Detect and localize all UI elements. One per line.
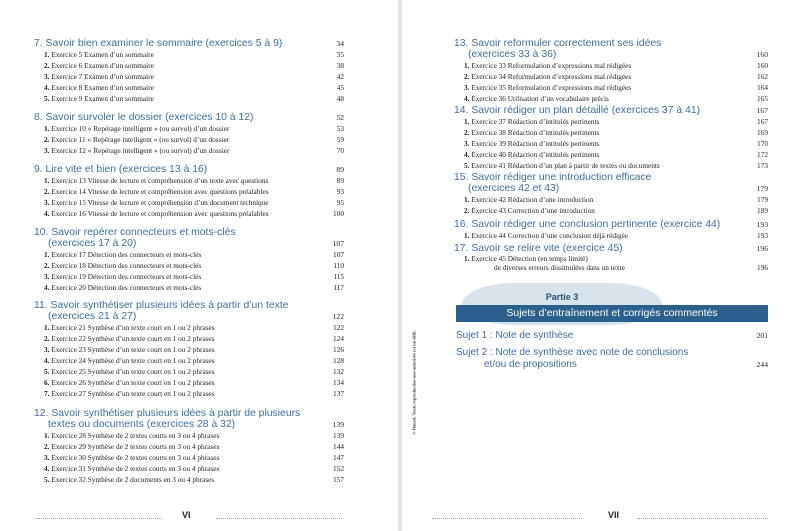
entry-page-number: 139 [333,431,344,441]
section-heading[interactable]: 7. Savoir bien examiner le sommaire (exercices 5 à 9) 34 [34,38,344,49]
section-page-number: 160 [756,50,768,60]
section-heading[interactable]: 14. Savoir rédiger un plan détaillé (exercices 37 à 41) 167 [454,105,768,116]
toc-entry[interactable]: 3. Exercice 19 Détection des connecteurs et mots-clés 115 [44,272,344,282]
footer-rule [36,518,162,520]
toc-section-8 [34,112,344,156]
entry-page-number: 170 [757,139,768,149]
entry-page-number: 110 [333,261,344,271]
toc-entry[interactable]: 5. Exercice 25 Synthèse d’un texte court en 1 ou 2 phrases 132 [44,367,344,377]
toc-section-15 [454,172,768,216]
entry-page-number: 164 [757,83,768,93]
toc-section-10 [34,227,344,293]
toc-entry[interactable]: 3. Exercice 35 Reformulation d’expressions mal rédigées 164 [464,83,768,93]
entry-page-number: 201 [756,331,768,340]
toc-entry[interactable]: 1. Exercice 33 Reformulation d’expressions mal rédigées 160 [464,61,768,71]
section-page-number: 89 [336,165,344,174]
toc-entry[interactable]: 1. Exercice 44 Correction d’une conclusion déjà rédigée 193 [464,231,768,241]
section-page-number: 107 [332,239,344,249]
entry-page-number: 162 [757,72,768,82]
section-page-number: 122 [332,312,344,322]
toc-entry[interactable]: 5. Exercice 9 Examen d’un sommaire 48 [44,94,344,104]
entry-page-number: 132 [333,367,344,377]
entry-page-number: 244 [756,359,768,369]
section-heading[interactable]: 16. Savoir rédiger une conclusion pertinente (exercice 44) 193 [454,219,768,230]
entry-page-number: 70 [336,146,344,156]
toc-section-7 [34,38,344,104]
section-page-number: 52 [336,113,344,122]
page-folio: VI [182,510,191,520]
toc-entry[interactable]: 3. Exercice 12 « Repérage intelligent » (ou survol) d’un dossier 70 [44,146,344,156]
entry-page-number: 38 [336,61,344,71]
toc-entry[interactable]: 1. Exercice 5 Examen d’un sommaire 35 [44,50,344,60]
entry-page-number: 134 [333,378,344,388]
toc-sujet-1[interactable]: Sujet 1 : Note de synthèse 201 [456,330,768,341]
section-heading[interactable]: 15. Savoir rédiger une introduction efficace (exercices 42 et 43) 179 [454,172,768,195]
toc-entry[interactable]: 2. Exercice 43 Correction d’une introduction 189 [464,206,768,216]
section-page-number: 179 [756,184,768,194]
toc-section-12 [34,408,344,485]
entry-page-number: 144 [333,442,344,452]
toc-entry[interactable]: 3. Exercice 15 Vitesse de lecture et compréhension d’un document technique 95 [44,198,344,208]
toc-entry[interactable]: 4. Exercice 24 Synthèse d’un texte court en 1 ou 2 phrases 128 [44,356,344,366]
toc-entry[interactable]: 1. Exercice 45 Détection (en temps limité) de diverses erreurs dissimulées dans un texte 196 [464,254,768,273]
toc-entry[interactable]: 4. Exercice 20 Détection des connecteurs et mots-clés 117 [44,283,344,293]
entry-page-number: 152 [333,464,344,474]
entry-page-number: 45 [336,83,344,93]
toc-entry[interactable]: 2. Exercice 29 Synthèse de 2 textes courts en 3 ou 4 phrases 144 [44,442,344,452]
page-folio: VII [608,510,620,520]
toc-entry[interactable]: 1. Exercice 13 Vitesse de lecture et compréhension d’un texte avec questions 89 [44,176,344,186]
toc-entry[interactable]: 2. Exercice 11 « Repérage intelligent » (ou survol) d’un dossier 59 [44,135,344,145]
entry-page-number: 93 [336,187,344,197]
section-page-number: 196 [756,244,768,253]
entry-page-number: 165 [757,94,768,104]
part-title-bar[interactable]: Sujets d’entraînement et corrigés commentés [456,305,768,322]
toc-entry[interactable]: 3. Exercice 23 Synthèse d’un texte court en 1 ou 2 phrases 126 [44,345,344,355]
toc-entry[interactable]: 3. Exercice 39 Rédaction d’intitulés pertinents 170 [464,139,768,149]
toc-section-9 [34,164,344,219]
entry-page-number: 89 [336,176,344,186]
entry-page-number: 189 [757,206,768,216]
entry-page-number: 160 [757,61,768,71]
toc-entry[interactable]: 1. Exercice 28 Synthèse de 2 textes courts en 3 ou 4 phrases 139 [44,431,344,441]
toc-entry[interactable]: 4. Exercice 16 Vitesse de lecture et compréhension avec questions préalables 100 [44,209,344,219]
entry-page-number: 59 [336,135,344,145]
part-label: Partie 3 [545,292,579,302]
toc-sujet-2[interactable]: Sujet 2 : Note de synthèse avec note de conclusions et/ou de propositions 244 [456,347,768,370]
entry-page-number: 173 [757,161,768,171]
entry-page-number: 107 [333,250,344,260]
entry-page-number: 95 [336,198,344,208]
entry-page-number: 42 [336,72,344,82]
section-page-number: 34 [336,39,344,48]
toc-section-16 [454,219,768,241]
entry-page-number: 172 [757,150,768,160]
section-page-number: 167 [756,106,768,115]
entry-page-number: 147 [333,453,344,463]
footer-rule [216,518,342,520]
toc-entry[interactable]: 1. Exercice 21 Synthèse d’un texte court en 1 ou 2 phrases 122 [44,323,344,333]
entry-page-number: 115 [333,272,344,282]
entry-page-number: 122 [333,323,344,333]
toc-entry[interactable]: 1. Exercice 42 Rédaction d’une introduction 179 [464,195,768,205]
section-heading[interactable]: 10. Savoir repérer connecteurs et mots-clés (exercices 17 à 20) 107 [34,227,344,250]
entry-page-number: 48 [336,94,344,104]
toc-entry[interactable]: 7. Exercice 27 Synthèse d’un texte court en 1 ou 2 phrases 137 [44,389,344,399]
toc-entry[interactable]: 4. Exercice 36 Utilisation d’un vocabulaire précis 165 [464,94,768,104]
toc-entry[interactable]: 1. Exercice 37 Rédaction d’intitulés pertinents 167 [464,117,768,127]
right-page [402,0,800,531]
toc-section-11 [34,300,344,399]
footer-rule [432,518,582,520]
toc-entry[interactable]: 4. Exercice 8 Examen d’un sommaire 45 [44,83,344,93]
toc-entry[interactable]: 2. Exercice 38 Rédaction d’intitulés pertinents 169 [464,128,768,138]
entry-page-number: 35 [336,50,344,60]
toc-entry[interactable]: 1. Exercice 17 Détection des connecteurs et mots-clés 107 [44,250,344,260]
toc-section-14 [454,105,768,171]
toc-entry[interactable]: 5. Exercice 41 Rédaction d’un plan à partir de textes ou documents 173 [464,161,768,171]
toc-entry[interactable]: 4. Exercice 40 Rédaction d’intitulés pertinents 172 [464,150,768,160]
toc-section-13 [454,38,768,104]
toc-entry[interactable]: 6. Exercice 26 Synthèse d’un texte court en 1 ou 2 phrases 134 [44,378,344,388]
toc-entry[interactable]: 2. Exercice 18 Détection des connecteurs et mots-clés 110 [44,261,344,271]
section-heading[interactable]: 13. Savoir reformuler correctement ses idées (exercices 33 à 36) 160 [454,38,768,61]
section-heading[interactable]: 12. Savoir synthétiser plusieurs idées à partir de plusieurs textes ou documents (exercices 28 à 32) 139 [34,408,344,431]
entry-page-number: 137 [333,389,344,399]
toc-section-17 [454,243,768,272]
toc-entry[interactable]: 4. Exercice 31 Synthèse de 2 textes courts en 3 ou 4 phrases 152 [44,464,344,474]
entry-page-number: 193 [757,231,768,241]
section-heading[interactable]: 9. Lire vite et bien (exercices 13 à 16) 89 [34,164,344,175]
toc-entry[interactable]: 5. Exercice 32 Synthèse de 2 documents en 3 ou 4 phrases 157 [44,475,344,485]
entry-page-number: 179 [757,195,768,205]
entry-page-number: 128 [333,356,344,366]
section-page-number: 139 [332,420,344,430]
toc-entry[interactable]: 2. Exercice 34 Reformulation d’expressions mal rédigées 162 [464,72,768,82]
section-heading[interactable]: 8. Savoir survoler le dossier (exercices 10 à 12) 52 [34,112,344,123]
section-heading[interactable]: 11. Savoir synthétiser plusieurs idées à partir d’un texte (exercices 21 à 27) 122 [34,300,344,323]
toc-entry[interactable]: 2. Exercice 14 Vitesse de lecture et compréhension avec questions préalables 93 [44,187,344,197]
toc-entry[interactable]: 3. Exercice 30 Synthèse de 2 textes courts en 3 ou 4 phrases 147 [44,453,344,463]
left-page [0,0,398,531]
toc-entry[interactable]: 3. Exercice 7 Examen d’un sommaire 42 [44,72,344,82]
copyright-notice: © Dunod. Toute reproduction non autorisée est un délit. [411,330,417,435]
entry-page-number: 157 [333,475,344,485]
entry-page-number: 196 [757,263,768,273]
entry-page-number: 169 [757,128,768,138]
toc-entry[interactable]: 1. Exercice 10 « Repérage intelligent » (ou survol) d’un dossier 53 [44,124,344,134]
entry-page-number: 53 [336,124,344,134]
footer-rule [638,518,768,520]
entry-page-number: 117 [333,283,344,293]
section-page-number: 193 [756,220,768,229]
toc-entry[interactable]: 2. Exercice 6 Examen d’un sommaire 38 [44,61,344,71]
section-heading[interactable]: 17. Savoir se relire vite (exercice 45) 196 [454,243,768,254]
entry-page-number: 167 [757,117,768,127]
entry-page-number: 126 [333,345,344,355]
entry-page-number: 100 [333,209,344,219]
entry-page-number: 124 [333,334,344,344]
toc-entry[interactable]: 2. Exercice 22 Synthèse d’un texte court en 1 ou 2 phrases 124 [44,334,344,344]
